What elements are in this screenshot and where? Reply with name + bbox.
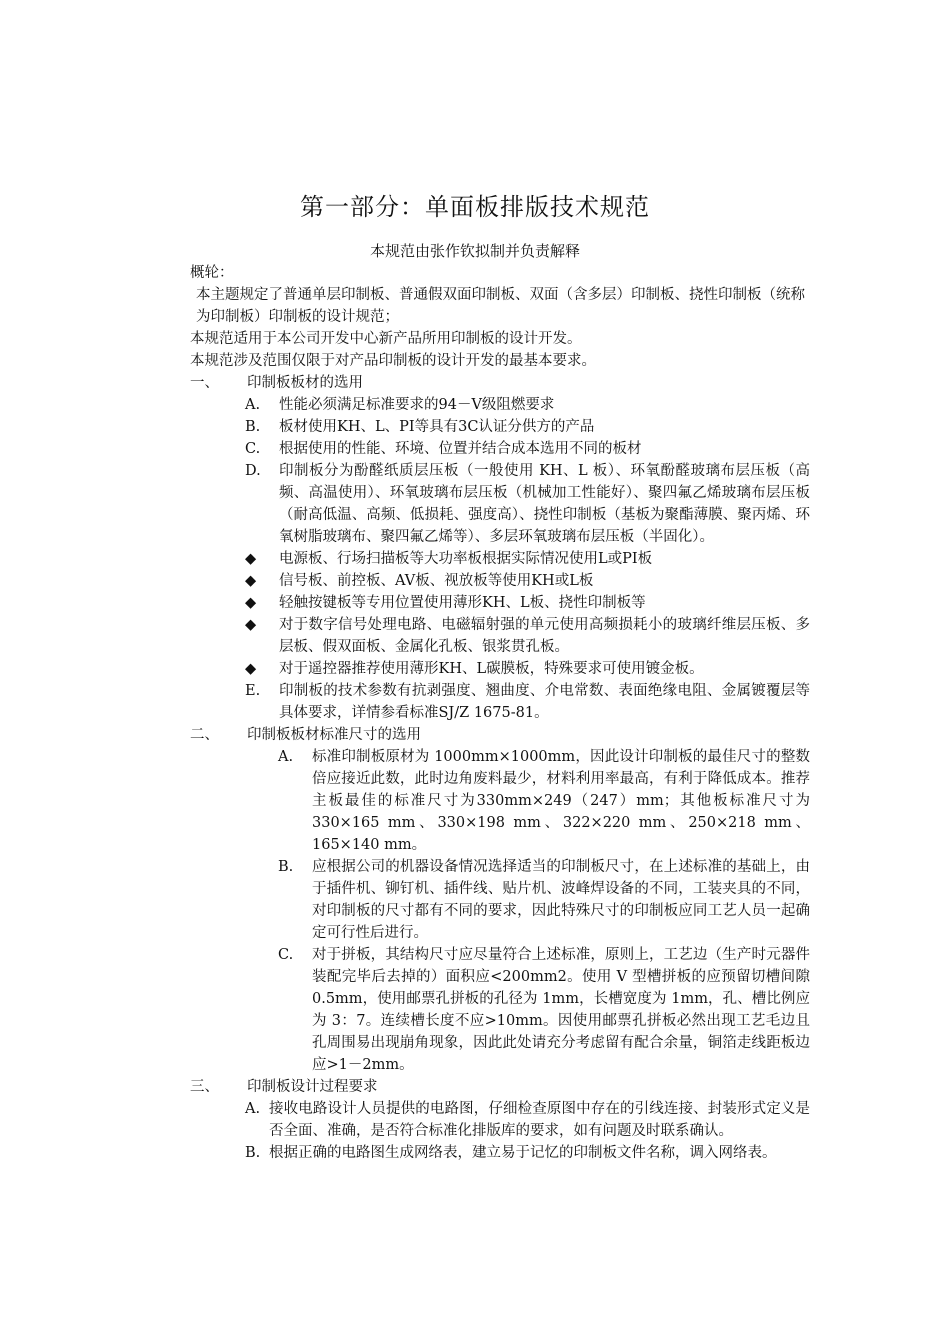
list-item xyxy=(190,746,810,856)
item-text: 印制板的技术参数有抗剥强度、翘曲度、介电常数、表面绝缘电阻、金属镀覆层等具体要求，详情参看标准SJ/Z 1675-81。 xyxy=(279,683,810,721)
item-text: 板材使用KH、L、PI等具有3C认证分供方的产品 xyxy=(279,419,595,435)
item-text: 标准印制板原材为 1000mm×1000mm，因此设计印制板的最佳尺寸的整数倍应接近此数，此时边角废料最少，材料利用率最高，有利于降低成本。推荐主板最佳的标准尺寸为330mm×249（247）mm；其他板标准尺寸为 330×165 mm、330×198 mm、322×220 mm、250×218 mm、165×140 mm。 xyxy=(312,749,810,853)
item-text: 根据正确的电路图生成网络表，建立易于记忆的印制板文件名称，调入网络表。 xyxy=(269,1145,777,1161)
section-title: 印制板板材标准尺寸的选用 xyxy=(247,727,421,743)
list-item xyxy=(190,1098,810,1142)
document-body xyxy=(190,262,810,1164)
item-marker: C. xyxy=(245,441,261,457)
diamond-bullet-icon: ◆ xyxy=(245,617,257,633)
list-item xyxy=(190,416,810,438)
section-heading xyxy=(190,372,810,394)
bullet-item xyxy=(190,614,810,658)
list-item xyxy=(190,680,810,724)
bullet-item xyxy=(190,548,810,570)
list-item xyxy=(190,944,810,1076)
section-heading xyxy=(190,1076,810,1098)
page-title: 第一部分：单面板排版技术规范 xyxy=(300,193,650,221)
diamond-bullet-icon: ◆ xyxy=(245,551,257,567)
item-marker: A. xyxy=(278,749,294,765)
list-item xyxy=(190,460,810,548)
section-heading xyxy=(190,724,810,746)
list-item xyxy=(190,438,810,460)
intro-paragraph: 本主题规定了普通单层印制板、普通假双面印制板、双面（含多层）印制板、挠性印制板（统称为印制板）印制板的设计规范； xyxy=(196,287,805,325)
item-text: 对于遥控器推荐使用薄形KH、L碳膜板，特殊要求可使用镀金板。 xyxy=(279,661,704,677)
item-text: 接收电路设计人员提供的电路图，仔细检查原图中存在的引线连接、封装形式定义是否全面、准确，是否符合标准化排版库的要求，如有问题及时联系确认。 xyxy=(269,1101,810,1139)
bullet-item xyxy=(190,570,810,592)
section-number: 三、 xyxy=(190,1079,219,1095)
list-item xyxy=(190,1142,810,1164)
diamond-bullet-icon: ◆ xyxy=(245,595,257,611)
item-text: 对于数字信号处理电路、电磁辐射强的单元使用高频损耗小的玻璃纤维层压板、多层板、假双面板、金属化孔板、银浆贯孔板。 xyxy=(279,617,810,655)
item-text: 对于拼板，其结构尺寸应尽量符合上述标准，原则上，工艺边（生产时元器件装配完毕后去掉的）面积应<200mm2。使用 V 型槽拼板的应预留切槽间隙 0.5mm，使用邮票孔拼板的孔径为 1mm，长槽宽度为 1mm，孔、槽比例应为 3：7。连续槽长度不应>10mm。因使用邮票孔拼板必然出现工艺毛边且孔周围易出现崩角现象，因此此处请充分考虑留有配合余量，铜箔走线距板边应>1－2mm。 xyxy=(312,947,810,1073)
item-marker: D. xyxy=(245,463,261,479)
section-number: 二、 xyxy=(190,727,219,743)
list-item xyxy=(190,856,810,944)
item-marker: A. xyxy=(245,397,261,413)
item-marker: B. xyxy=(278,859,294,875)
list-item xyxy=(190,394,810,416)
item-marker: B. xyxy=(245,419,261,435)
section-number: 一、 xyxy=(190,375,219,391)
intro-paragraph: 本规范涉及范围仅限于对产品印制板的设计开发的最基本要求。 xyxy=(190,353,596,369)
bullet-item xyxy=(190,658,810,680)
item-text: 信号板、前控板、AV板、视放板等使用KH或L板 xyxy=(279,573,594,589)
item-text: 根据使用的性能、环境、位置并结合成本选用不同的板材 xyxy=(279,441,642,457)
diamond-bullet-icon: ◆ xyxy=(245,573,257,589)
item-text: 电源板、行场扫描板等大功率板根据实际情况使用L或PI板 xyxy=(279,551,653,567)
section-title: 印制板板材的选用 xyxy=(247,375,363,391)
intro-heading: 概轮： xyxy=(190,265,234,281)
intro-paragraph: 本规范适用于本公司开发中心新产品所用印制板的设计开发。 xyxy=(190,331,582,347)
bullet-item xyxy=(190,592,810,614)
item-marker: A. xyxy=(245,1101,261,1117)
item-text: 印制板分为酚醛纸质层压板（一般使用 KH、L 板）、环氧酚醛玻璃布层压板（高频、高温使用）、环氧玻璃布层压板（机械加工性能好）、聚四氟乙烯玻璃布层压板（耐高低温、高频、低损耗、强度高）、挠性印制板（基板为聚酯薄膜、聚丙烯、环氧树脂玻璃布、聚四氟乙烯等）、多层环氧玻璃布层压板（半固化）。 xyxy=(279,463,810,545)
item-text: 应根据公司的机器设备情况选择适当的印制板尺寸，在上述标准的基础上，由于插件机、铆钉机、插件线、贴片机、波峰焊设备的不同，工装夹具的不同，对印制板的尺寸都有不同的要求，因此特殊尺寸的印制板应同工艺人员一起确定可行性后进行。 xyxy=(312,859,810,941)
diamond-bullet-icon: ◆ xyxy=(245,661,257,677)
item-marker: C. xyxy=(278,947,294,963)
item-marker: E. xyxy=(245,683,261,699)
item-text: 轻触按键板等专用位置使用薄形KH、L板、挠性印制板等 xyxy=(279,595,646,611)
section-title: 印制板设计过程要求 xyxy=(247,1079,378,1095)
page-subtitle: 本规范由张作钦拟制并负责解释 xyxy=(369,242,580,260)
item-text: 性能必须满足标准要求的94－V级阻燃要求 xyxy=(279,397,555,413)
item-marker: B. xyxy=(245,1145,261,1161)
